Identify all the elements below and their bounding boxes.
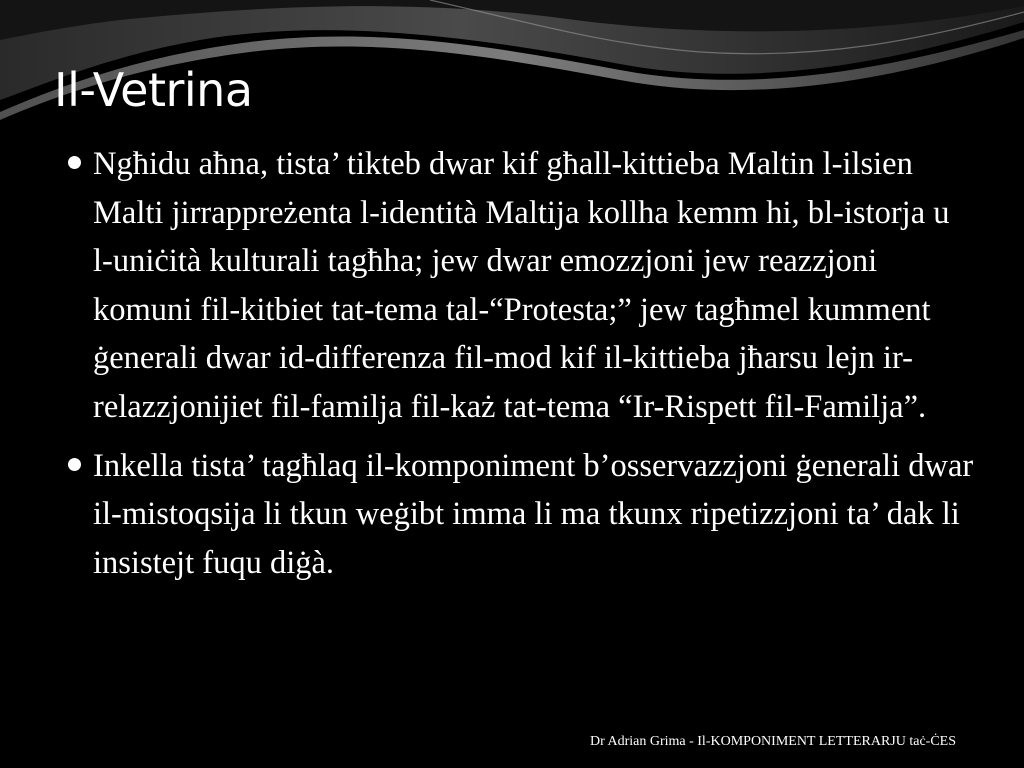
slide-footer: Dr Adrian Grima - Il-KOMPONIMENT LETTERARJU taċ-ĊES	[589, 734, 956, 749]
bullet-dot-icon	[68, 458, 81, 471]
bullet-list	[66, 140, 976, 597]
slide-title: Il-Vetrina	[54, 63, 253, 117]
bullet-item	[66, 442, 976, 588]
bullet-text: Inkella tista’ tagħlaq il-komponiment b’osservazzjoni ġenerali dwar il-mistoqsija li tkun weġibt imma li ma tkunx ripetizzjoni ta’ dak li insistejt fuqu diġà.	[93, 447, 974, 581]
bullet-text: Ngħidu aħna, tista’ tikteb dwar kif għall-kittieba Maltin l-ilsien Malti jirrappreżenta l-identità Maltija kollha kemm hi, bl-istorja u l-uniċità kulturali tagħha; jew dwar emozzjoni jew reazzjoni komuni fil-kitbiet tat-tema tal-“Protesta;” jew tagħmel kumment ġenerali dwar id-differenza fil-mod kif il-kittieba jħarsu lejn ir-relazzjonijiet fil-familja fil-każ tat-tema “Ir-Rispett fil-Familja”.	[93, 146, 950, 425]
bullet-item	[66, 140, 976, 432]
bullet-dot-icon	[68, 156, 81, 169]
